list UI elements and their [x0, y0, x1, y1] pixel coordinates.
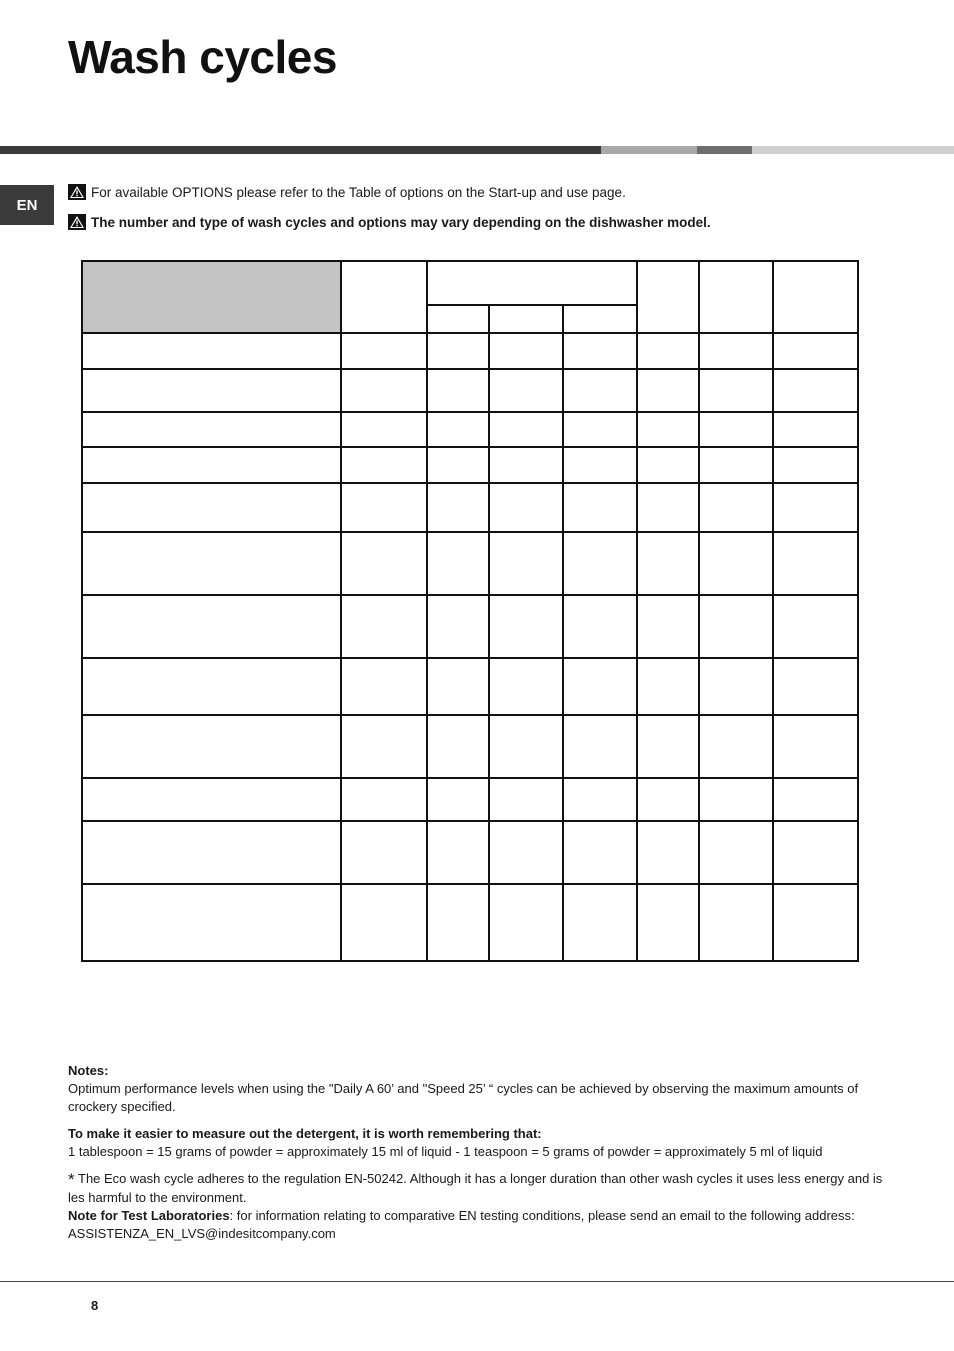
table-cell — [563, 821, 637, 884]
table-cell — [637, 715, 699, 778]
table-cell — [82, 369, 341, 412]
table-cell — [773, 778, 858, 821]
table-cell — [699, 778, 773, 821]
options-warning-text: For available OPTIONS please refer to the Table of options on the Start-up and use page. — [91, 184, 626, 200]
header-rule-mid — [697, 146, 752, 154]
header-cell — [637, 261, 699, 333]
table-cell — [82, 715, 341, 778]
table-cell — [563, 595, 637, 658]
model-warning-text: The number and type of wash cycles and options may vary depending on the dishwasher model. — [91, 214, 711, 230]
table-cell — [489, 483, 563, 532]
table-cell — [82, 595, 341, 658]
header-group-cell — [427, 261, 637, 305]
table-cell — [489, 658, 563, 715]
notes-lab-label: Note for Test Laboratories — [68, 1208, 230, 1223]
table-cell — [489, 778, 563, 821]
header-cell — [82, 261, 341, 333]
header-cell — [341, 261, 427, 333]
table-cell — [82, 821, 341, 884]
eco-asterisk: * — [68, 1170, 75, 1189]
table-cell — [341, 369, 427, 412]
warning-triangle-icon — [68, 184, 86, 200]
footer-rule — [0, 1281, 954, 1282]
table-cell — [699, 447, 773, 483]
notes-lab-text: : for information relating to comparative EN testing conditions, please send an email to the following address: ASSISTENZA_EN_LVS@indesitcompany.com — [68, 1208, 855, 1241]
table-cell — [427, 884, 489, 961]
table-cell — [341, 412, 427, 447]
table-cell — [489, 715, 563, 778]
table-cell — [773, 333, 858, 369]
table-row — [82, 483, 858, 532]
notes-eco-text: The Eco wash cycle adheres to the regulation EN-50242. Although it has a longer duration than other wash cycles it uses less energy and is les harmful to the environment. — [68, 1171, 883, 1205]
language-tab: EN — [0, 185, 54, 225]
table-row — [82, 884, 858, 961]
table-cell — [341, 821, 427, 884]
page-title: Wash cycles — [68, 31, 337, 83]
table-cell — [699, 715, 773, 778]
subheader-cell — [489, 305, 563, 333]
table-cell — [489, 821, 563, 884]
notes-lab — [68, 1207, 888, 1243]
table-row — [82, 715, 858, 778]
table-cell — [427, 369, 489, 412]
table-cell — [563, 447, 637, 483]
table-cell — [489, 447, 563, 483]
table-cell — [427, 412, 489, 447]
table-cell — [637, 333, 699, 369]
notes-section — [68, 1062, 888, 1243]
header-rule-dark — [0, 146, 601, 154]
table-cell — [427, 658, 489, 715]
table-row — [82, 369, 858, 412]
table-cell — [699, 333, 773, 369]
header-cell — [773, 261, 858, 333]
table-cell — [699, 595, 773, 658]
table-row — [82, 532, 858, 595]
table-cell — [563, 778, 637, 821]
table-cell — [773, 483, 858, 532]
table-cell — [427, 333, 489, 369]
table-cell — [82, 658, 341, 715]
table-cell — [489, 333, 563, 369]
header-rule-light — [601, 146, 697, 154]
table-cell — [563, 483, 637, 532]
header-rule-pale — [752, 146, 954, 154]
table-cell — [82, 333, 341, 369]
table-cell — [427, 483, 489, 532]
table-cell — [82, 532, 341, 595]
table-cell — [637, 369, 699, 412]
notes-measure-text: 1 tablespoon = 15 grams of powder = approximately 15 ml of liquid - 1 teaspoon = 5 grams of powder = approximately 5 ml of liquid — [68, 1144, 823, 1159]
options-warning — [68, 184, 626, 200]
wash-cycles-table — [81, 260, 859, 962]
table-cell — [699, 658, 773, 715]
warning-triangle-icon — [68, 214, 86, 230]
table-cell — [699, 532, 773, 595]
table-cell — [773, 715, 858, 778]
table-cell — [489, 595, 563, 658]
table-cell — [427, 532, 489, 595]
table-cell — [699, 483, 773, 532]
table-cell — [489, 369, 563, 412]
table-cell — [82, 884, 341, 961]
table-cell — [82, 412, 341, 447]
table-cell — [82, 778, 341, 821]
table-row — [82, 595, 858, 658]
table-cell — [563, 369, 637, 412]
table-cell — [637, 483, 699, 532]
table-cell — [489, 884, 563, 961]
table-cell — [773, 412, 858, 447]
table-cell — [563, 333, 637, 369]
subheader-cell — [563, 305, 637, 333]
table-cell — [773, 821, 858, 884]
notes-eco — [68, 1170, 888, 1207]
table-cell — [82, 483, 341, 532]
table-cell — [563, 532, 637, 595]
table-cell — [341, 483, 427, 532]
table-cell — [773, 369, 858, 412]
notes-measure-heading: To make it easier to measure out the detergent, it is worth remembering that: — [68, 1126, 542, 1141]
table-cell — [341, 595, 427, 658]
table-header-row — [82, 261, 858, 305]
table-cell — [489, 532, 563, 595]
table-cell — [773, 884, 858, 961]
table-cell — [341, 532, 427, 595]
table-cell — [699, 412, 773, 447]
table-cell — [637, 658, 699, 715]
table-cell — [637, 884, 699, 961]
table-row — [82, 658, 858, 715]
table-row — [82, 447, 858, 483]
page-number: 8 — [91, 1298, 99, 1313]
notes-performance: Optimum performance levels when using the "Daily A 60’ and "Speed 25’ “ cycles can be achieved by observing the maximum amounts of crockery specified. — [68, 1081, 859, 1114]
table-cell — [637, 821, 699, 884]
table-cell — [773, 595, 858, 658]
table-cell — [563, 412, 637, 447]
table-cell — [341, 333, 427, 369]
table-cell — [341, 715, 427, 778]
table-cell — [427, 821, 489, 884]
table-cell — [699, 821, 773, 884]
table-cell — [637, 447, 699, 483]
table-cell — [699, 884, 773, 961]
table-row — [82, 778, 858, 821]
table-cell — [341, 658, 427, 715]
model-warning — [68, 214, 711, 230]
table-cell — [341, 884, 427, 961]
table-cell — [427, 447, 489, 483]
subheader-cell — [427, 305, 489, 333]
table-row — [82, 333, 858, 369]
header-cell — [699, 261, 773, 333]
table-cell — [341, 778, 427, 821]
table-cell — [82, 447, 341, 483]
table-cell — [563, 658, 637, 715]
table-cell — [489, 412, 563, 447]
table-cell — [699, 369, 773, 412]
table-cell — [773, 532, 858, 595]
table-cell — [637, 412, 699, 447]
table-cell — [427, 778, 489, 821]
notes-heading: Notes: — [68, 1063, 109, 1078]
table-cell — [563, 715, 637, 778]
table-cell — [341, 447, 427, 483]
table-cell — [637, 532, 699, 595]
table-cell — [427, 715, 489, 778]
table-cell — [773, 447, 858, 483]
table-cell — [563, 884, 637, 961]
table-row — [82, 821, 858, 884]
table-cell — [427, 595, 489, 658]
table-cell — [773, 658, 858, 715]
table-cell — [637, 778, 699, 821]
table-row — [82, 412, 858, 447]
table-cell — [637, 595, 699, 658]
